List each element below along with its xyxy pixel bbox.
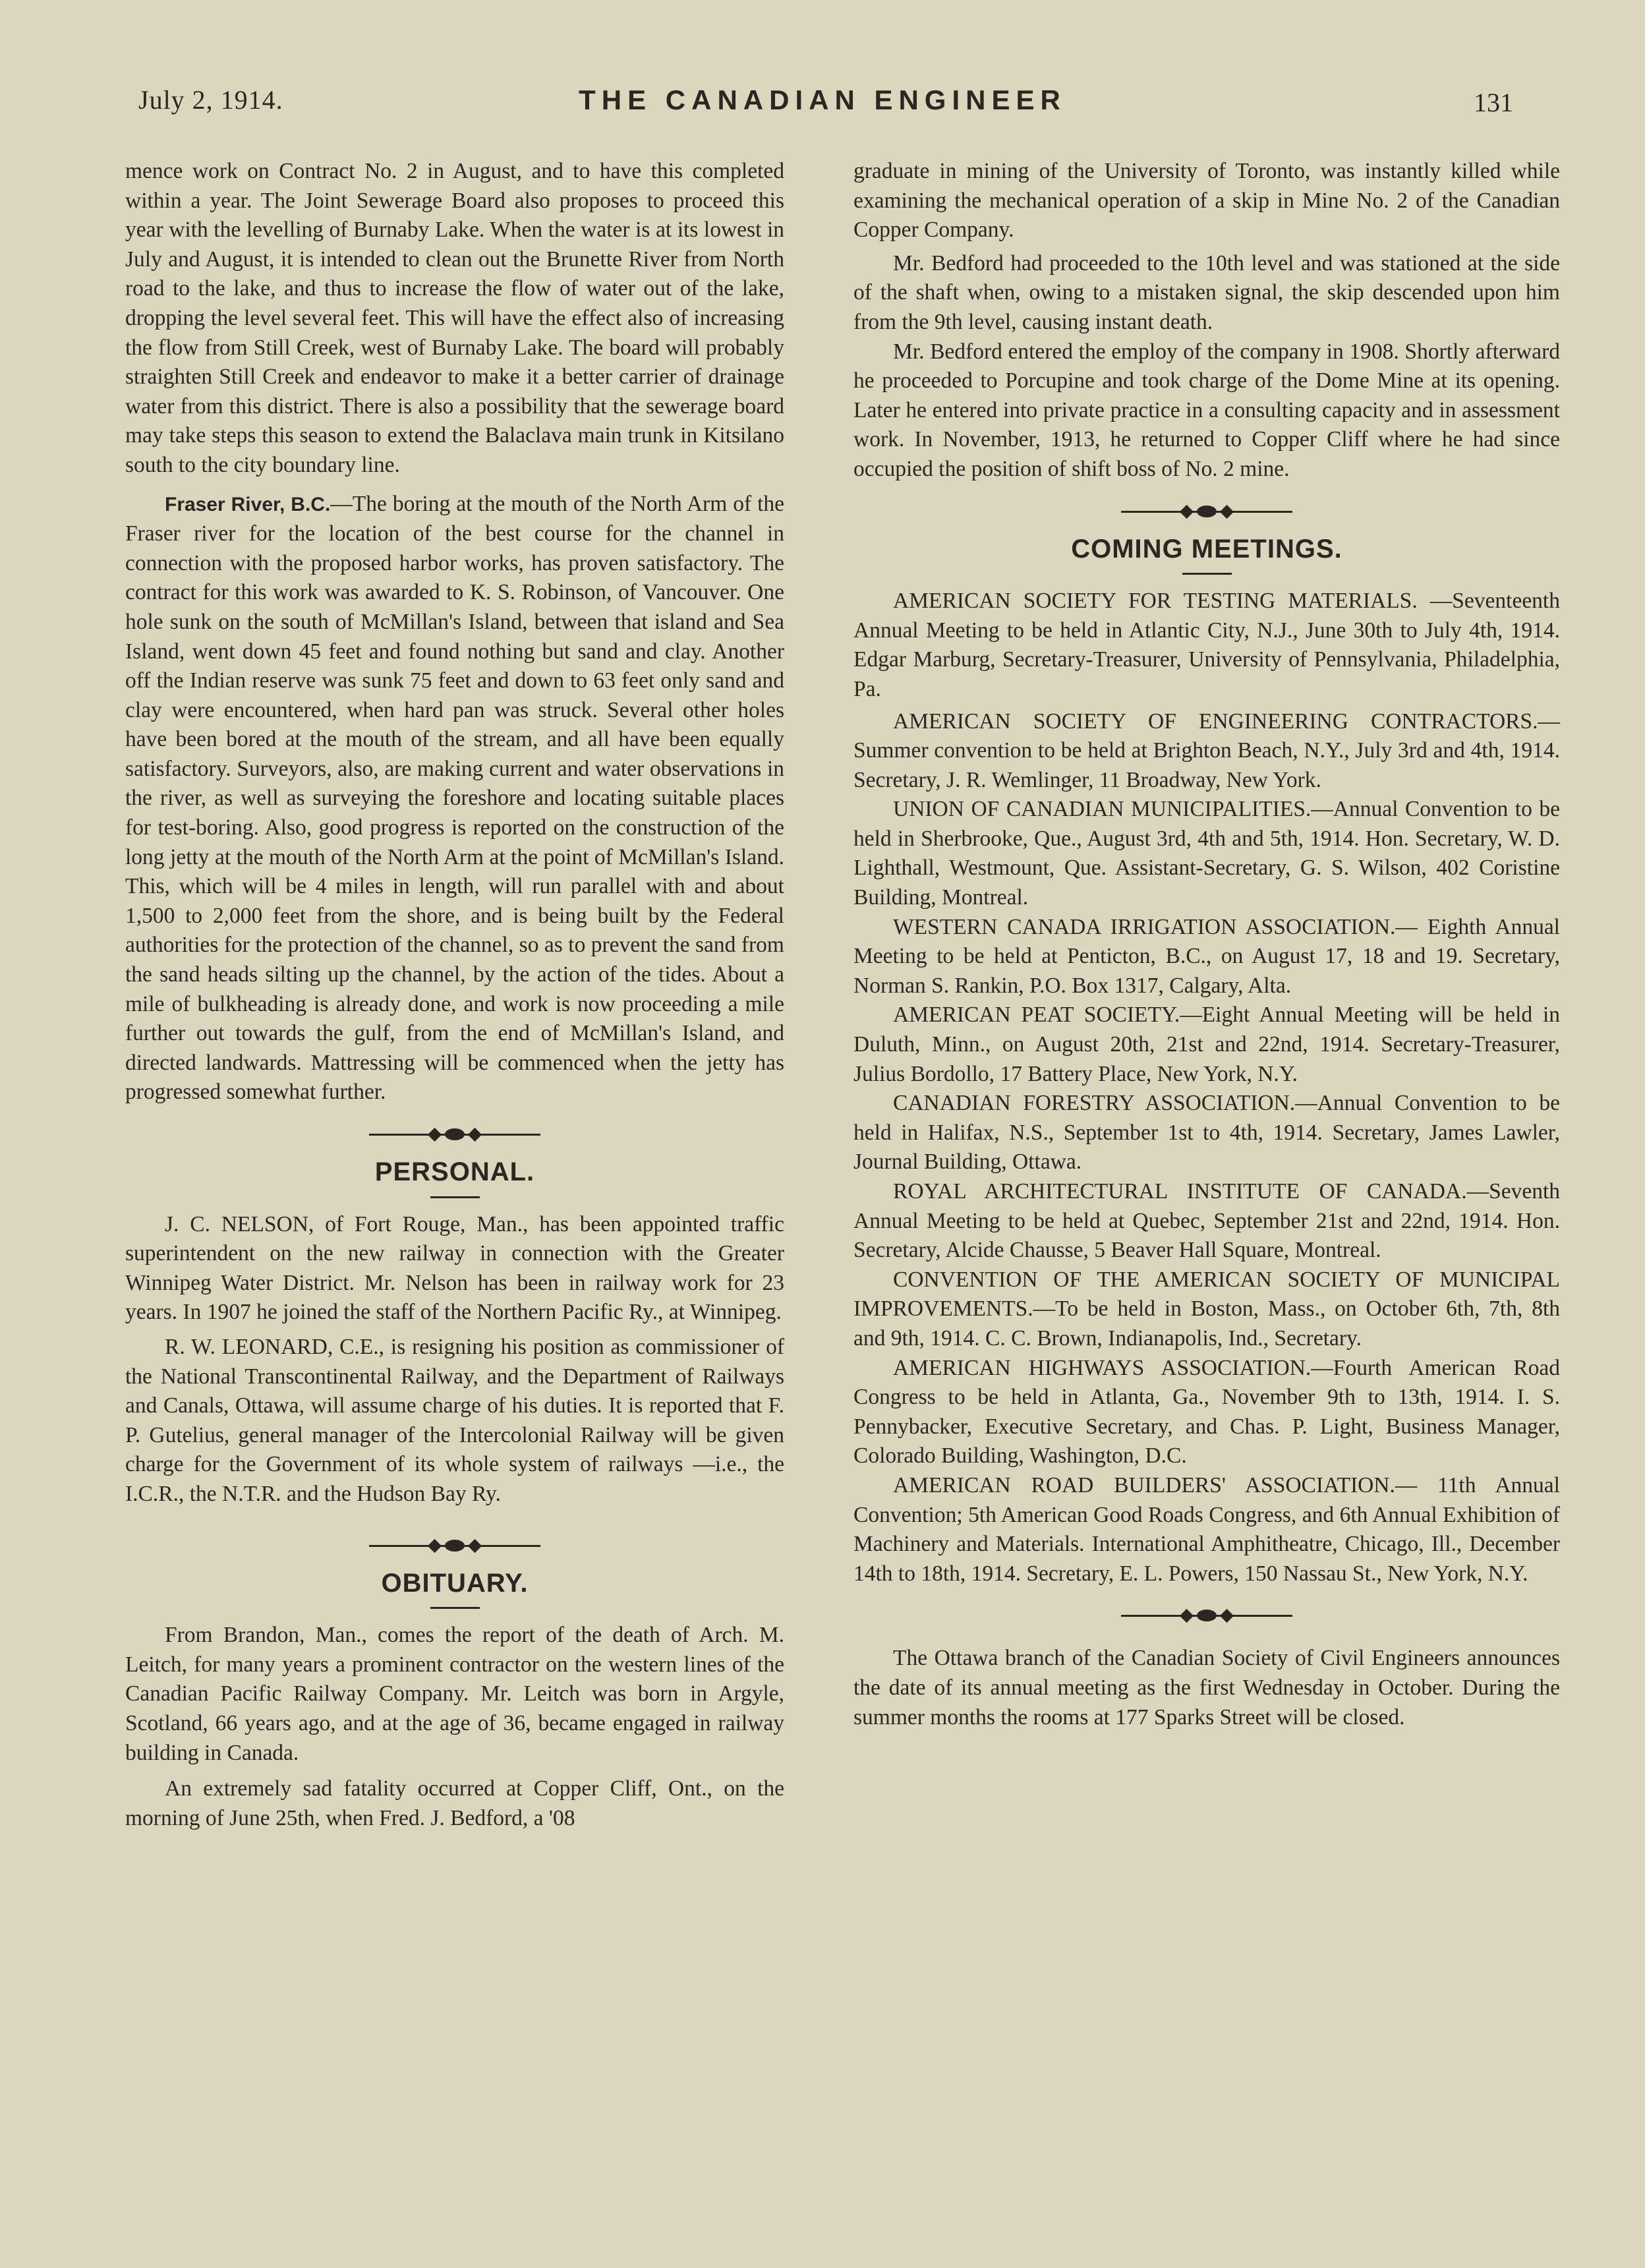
page-header <box>132 84 1513 124</box>
page-number: 131 <box>1474 88 1513 117</box>
obituary-heading: OBITUARY. <box>381 1568 529 1598</box>
meeting-item: AMERICAN PEAT SOCIETY.—Eight Annual Meeting will be held in Duluth, Minn., on August 20th, 21st and 22nd, 1914. Secretary-Treasurer, Julius Bordollo, 17 Battery Place, New York, N.Y. <box>853 1003 1560 1086</box>
section-divider-ornament <box>369 1124 540 1144</box>
meeting-item: AMERICAN ROAD BUILDERS' ASSOCIATION.— 11th Annual Convention; 5th American Good Roads Congress, and 6th Annual Exhibition of Machinery and Materials. International Amphitheatre, Chicago, Ill., December 14th to 18th, 1914. Secretary, E. L. Powers, 150 Nassau St., New York, N.Y. <box>853 1472 1560 1586</box>
fraser-river-text: —The boring at the mouth of the North Arm of the Fraser river for the location of the best course for the channel in connection with the proposed harbor works, has proven satisfactory. The contract for this work was awarded to K. S. Robinson, of Vancouver. One hole sunk on the south of McMillan's Island, between that island and Sea Island, went down 45 feet and found nothing but sand and clay. Another off the Indian reserve was sunk 75 feet and down to 63 feet only sand and clay were encountered, when hard pan was struck. Several other holes have been bored at the mouth of the stream, and all have been equally satisfactory. Surveyors, also, are making current and water observations in the river, as well as surveying the foreshore and locating suitable places for test-boring. Also, good progress is reported on the construction of the long jetty at the mouth of the North Arm at the point of McMillan's Island. This, which will be 4 miles in length, will run parallel with and about 1,500 to 2,000 feet from the shore, and is being built by the Federal authorities for the protection of the channel, so as to prevent the sand from the sand heads silting up the channel, by the action of the tides. About a mile of bulkheading is already done, and work is now proceeding a mile further out towards the gulf, from the end of McMillan's Island, and directed landwards. Mattressing will be commenced when the jetty has progressed somewhat further. <box>125 491 785 1105</box>
meeting-item: AMERICAN SOCIETY OF ENGINEERING CONTRACTORS.—Summer convention to be held at Brighton Beach, N.Y., July 3rd and 4th, 1914. Secretary, J. R. Wemlinger, 11 Broadway, New York. <box>853 709 1560 792</box>
section-divider-ornament <box>369 1536 540 1556</box>
sewerage-paragraph: mence work on Contract No. 2 in August, and to have this completed within a year. The Joint Sewerage Board also proposes to proceed this year with the levelling of Burnaby Lake. When the water is at its lowest in July and August, it is intended to clean out the Brunette River from North road to the lake, and thus to increase the flow of water out of the lake, dropping the level several feet. This will have the effect also of increasing the flow from Still Creek, west of Burnaby Lake. The board will probably straighten Still Creek and endeavor to make it a better carrier of drainage water from this district. There is also a possibility that the sewerage board may take steps this season to extend the Balaclava main trunk in Kitsilano south to the city boundary line. <box>125 159 784 477</box>
journal-title: THE CANADIAN ENGINEER <box>579 84 1066 115</box>
heading-rule <box>430 1607 480 1609</box>
section-divider-ornament <box>1121 502 1292 521</box>
coming-meetings-heading: COMING MEETINGS. <box>1071 534 1342 564</box>
meeting-item: AMERICAN HIGHWAYS ASSOCIATION.—Fourth American Road Congress to be held in Atlanta, Ga., November 9th to 13th, 1914. I. S. Pennybacker, Executive Secretary, and Chas. P. Light, Business Manager, Colorado Building, Washington, D.C. <box>853 1355 1560 1468</box>
meeting-item: WESTERN CANADA IRRIGATION ASSOCIATION.— Eighth Annual Meeting to be held at Penticton, B.C., on August 17, 18 and 19. Secretary, Norman S. Rankin, P.O. Box 1317, Calgary, Alta. <box>853 914 1560 998</box>
heading-rule <box>430 1196 480 1198</box>
meeting-item: ROYAL ARCHITECTURAL INSTITUTE OF CANADA.—Seventh Annual Meeting to be held at Quebec, September 21st and 22nd, 1914. Hon. Secretary, Alcide Chausse, 5 Beaver Hall Square, Montreal. <box>853 1179 1560 1263</box>
personal-nelson: J. C. NELSON, of Fort Rouge, Man., has been appointed traffic superintendent on the new railway in connection with the Greater Winnipeg Water District. Mr. Nelson has been in railway work for 23 years. In 1907 he joined the staff of the Northern Pacific Ry., at Winnipeg. <box>125 1211 784 1325</box>
left-column <box>125 157 784 1833</box>
obituary-bedford-career: Mr. Bedford entered the employ of the company in 1908. Shortly afterward he proceeded to Porcupine and took charge of the Dome Mine at its opening. Later he entered into private practice in a consulting capacity and in assessment work. In November, 1913, he returned to Copper Cliff where he had since occupied the position of shift boss of No. 2 mine. <box>853 339 1560 481</box>
obituary-bedford: An extremely sad fatality occurred at Copper Cliff, Ont., on the morning of June 25th, when Fred. J. Bedford, a '08 <box>125 1776 784 1830</box>
ottawa-branch-note: The Ottawa branch of the Canadian Society of Civil Engineers announces the date of its annual meeting as the first Wednesday in October. During the summer months the rooms at 177 Sparks Street will be closed. <box>853 1646 1560 1730</box>
personal-heading: PERSONAL. <box>374 1157 535 1186</box>
heading-rule <box>1182 573 1232 575</box>
meeting-item: CONVENTION OF THE AMERICAN SOCIETY OF MUNICIPAL IMPROVEMENTS.—To be held in Boston, Mass., on October 6th, 7th, 8th and 9th, 1914. C. C. Brown, Indianapolis, Ind., Secretary. <box>853 1267 1560 1351</box>
issue-date: July 2, 1914. <box>138 85 283 115</box>
obituary-bedford-continued: graduate in mining of the University of Toronto, was instantly killed while examining the mechanical operation of a skip in Mine No. 2 of the Canadian Copper Company. <box>853 159 1560 243</box>
fraser-river-paragraph <box>125 490 784 1107</box>
obituary-bedford-details: Mr. Bedford had proceeded to the 10th level and was stationed at the side of the shaft when, owing to a mistaken signal, the skip descended upon him from the 9th level, causing instant death. <box>853 250 1560 334</box>
meeting-item: UNION OF CANADIAN MUNICIPALITIES.—Annual Convention to be held in Sherbrooke, Que., August 3rd, 4th and 5th, 1914. Hon. Secretary, W. D. Lighthall, Westmount, Que. Assistant-Secretary, G. S. Wilson, 402 Coristine Building, Montreal. <box>853 797 1560 910</box>
meeting-item: AMERICAN SOCIETY FOR TESTING MATERIALS. —Seventeenth Annual Meeting to be held in Atlantic City, N.J., June 30th to July 4th, 1914. Edgar Marburg, Secretary-Treasurer, University of Pennsylvania, Philadelphia, Pa. <box>853 589 1560 701</box>
right-column <box>853 157 1560 1732</box>
section-divider-ornament <box>1121 1606 1292 1625</box>
obituary-leitch: From Brandon, Man., comes the report of the death of Arch. M. Leitch, for many years a prominent contractor on the western lines of the Canadian Pacific Railway Company. Mr. Leitch was born in Argyle, Scotland, 66 years ago, and at the age of 36, became engaged in railway building in Canada. <box>125 1623 784 1765</box>
meeting-item: CANADIAN FORESTRY ASSOCIATION.—Annual Convention to be held in Halifax, N.S., September 1st to 4th, 1914. Secretary, James Lawler, Journal Building, Ottawa. <box>853 1091 1560 1175</box>
fraser-river-lead: Fraser River, B.C. <box>165 493 331 515</box>
personal-leonard: R. W. LEONARD, C.E., is resigning his position as commissioner of the National Transcontinental Railway, and the Department of Railways and Canals, Ottawa, will assume charge of his duties. It is reported that F. P. Gutelius, general manager of the Intercolonial Railway will be given charge for the Government of its whole system of railways —i.e., the I.C.R., the N.T.R. and the Hudson Bay Ry. <box>125 1334 784 1506</box>
